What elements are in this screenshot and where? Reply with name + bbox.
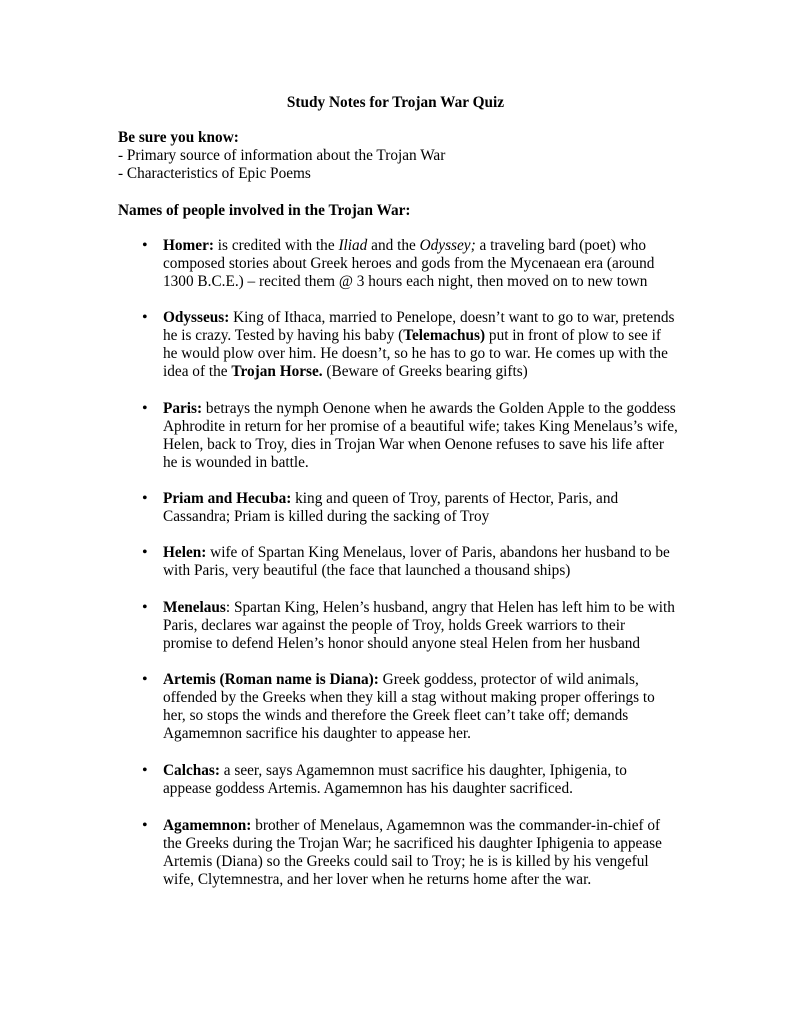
bold-trojan-horse: Trojan Horse. (231, 363, 323, 380)
entry-desc: a seer, says Agamemnon must sacrifice his daughter, Iphigenia, to appease goddess Artemis. Agamemnon has his daughter sacrificed. (163, 762, 627, 797)
entry-text (163, 309, 678, 381)
entry-agamemnon (118, 817, 688, 889)
bullet-icon: • (142, 490, 148, 507)
italic-title-iliad: Iliad (338, 237, 368, 254)
entry-name: Menelaus (163, 599, 226, 616)
know-item-epic-poems: - Characteristics of Epic Poems (118, 165, 311, 182)
page-title: Study Notes for Trojan War Quiz (286, 94, 505, 111)
italic-title-odyssey: Odyssey; (419, 237, 476, 254)
bullet-icon: • (142, 817, 148, 834)
entry-desc: is credited with the (213, 237, 339, 254)
know-heading: Be sure you know: (118, 129, 239, 146)
entry-desc: brother of Menelaus, Agamemnon was the commander-in-chief of the Greeks during the Trojan War; he sacrificed his daughter Iphigenia to appease Artemis (Diana) so the Greeks could sail to Troy; he is is killed by his vengeful wife, Clytemnestra, and her lover when he returns home after the war. (163, 817, 662, 888)
entry-name: Homer: (163, 237, 214, 254)
entry-text (163, 400, 678, 472)
bullet-icon: • (142, 544, 148, 561)
bullet-icon: • (142, 599, 148, 616)
entry-homer (118, 237, 688, 291)
entry-desc: betrays the nymph Oenone when he awards the Golden Apple to the goddess Aphrodite in return for her promise of a beautiful wife; takes King Menelaus’s wife, Helen, back to Troy, dies in Trojan War when Oenone refuses to save his life after he is wounded in battle. (163, 400, 678, 471)
entry-name: Odysseus: (163, 309, 230, 326)
entry-desc: Greek goddess, protector of wild animals, offended by the Greeks when they kill a stag without making proper offerings to her, so stops the winds and therefore the Greek fleet can’t take off; demands Agamemnon sacrifice his daughter to appease her. (163, 671, 655, 742)
entry-priam-hecuba (118, 490, 688, 526)
entry-helen (118, 544, 688, 580)
bullet-icon: • (142, 400, 148, 417)
entry-name: Artemis (Roman name is Diana): (163, 671, 379, 688)
names-heading: Names of people involved in the Trojan War: (118, 202, 411, 219)
entry-text (163, 599, 678, 653)
entry-odysseus (118, 309, 688, 381)
bullet-icon: • (142, 237, 148, 254)
entry-text (163, 490, 678, 526)
bullet-icon: • (142, 309, 148, 326)
entry-text (163, 762, 678, 798)
entry-name: Priam and Hecuba: (163, 490, 292, 507)
entry-text (163, 544, 678, 580)
bullet-icon: • (142, 671, 148, 688)
entry-desc: put in front of plow to see if he would plow over him. He doesn’t, so he has to go to war. He comes up with the idea of the (163, 327, 668, 380)
entry-calchas (118, 762, 688, 798)
entry-name: Agamemnon: (163, 817, 252, 834)
entry-name: Calchas: (163, 762, 220, 779)
bold-telemachus: Telemachus) (403, 327, 486, 344)
entry-menelaus (118, 599, 688, 653)
know-item-primary-source: - Primary source of information about the Trojan War (118, 147, 446, 164)
entry-desc: king and queen of Troy, parents of Hector, Paris, and Cassandra; Priam is killed during the sacking of Troy (163, 490, 619, 525)
entry-name: Helen: (163, 544, 207, 561)
entry-desc: and the (367, 237, 420, 254)
entry-desc: wife of Spartan King Menelaus, lover of Paris, abandons her husband to be with Paris, very beautiful (the face that launched a thousand ships) (163, 544, 670, 579)
entry-desc: : Spartan King, Helen’s husband, angry that Helen has left him to be with Paris, declares war against the people of Troy, holds Greek warriors to their promise to defend Helen’s honor should anyone steal Helen from her husband (163, 599, 675, 652)
entry-desc: King of Ithaca, married to Penelope, doesn’t want to go to war, pretends he is crazy. Tested by having his baby ( (163, 309, 675, 344)
entry-text (163, 237, 678, 291)
entry-desc: a traveling bard (poet) who composed stories about Greek heroes and gods from the Mycenaean era (around 1300 B.C.E.) – recited them @ 3 hours each night, then moved on to new town (163, 237, 655, 290)
entry-artemis (118, 671, 688, 743)
entry-paris (118, 400, 688, 472)
entry-text (163, 671, 678, 743)
bullet-icon: • (142, 762, 148, 779)
entry-name: Paris: (163, 400, 203, 417)
entry-desc: (Beware of Greeks bearing gifts) (322, 363, 528, 380)
entry-text (163, 817, 678, 889)
